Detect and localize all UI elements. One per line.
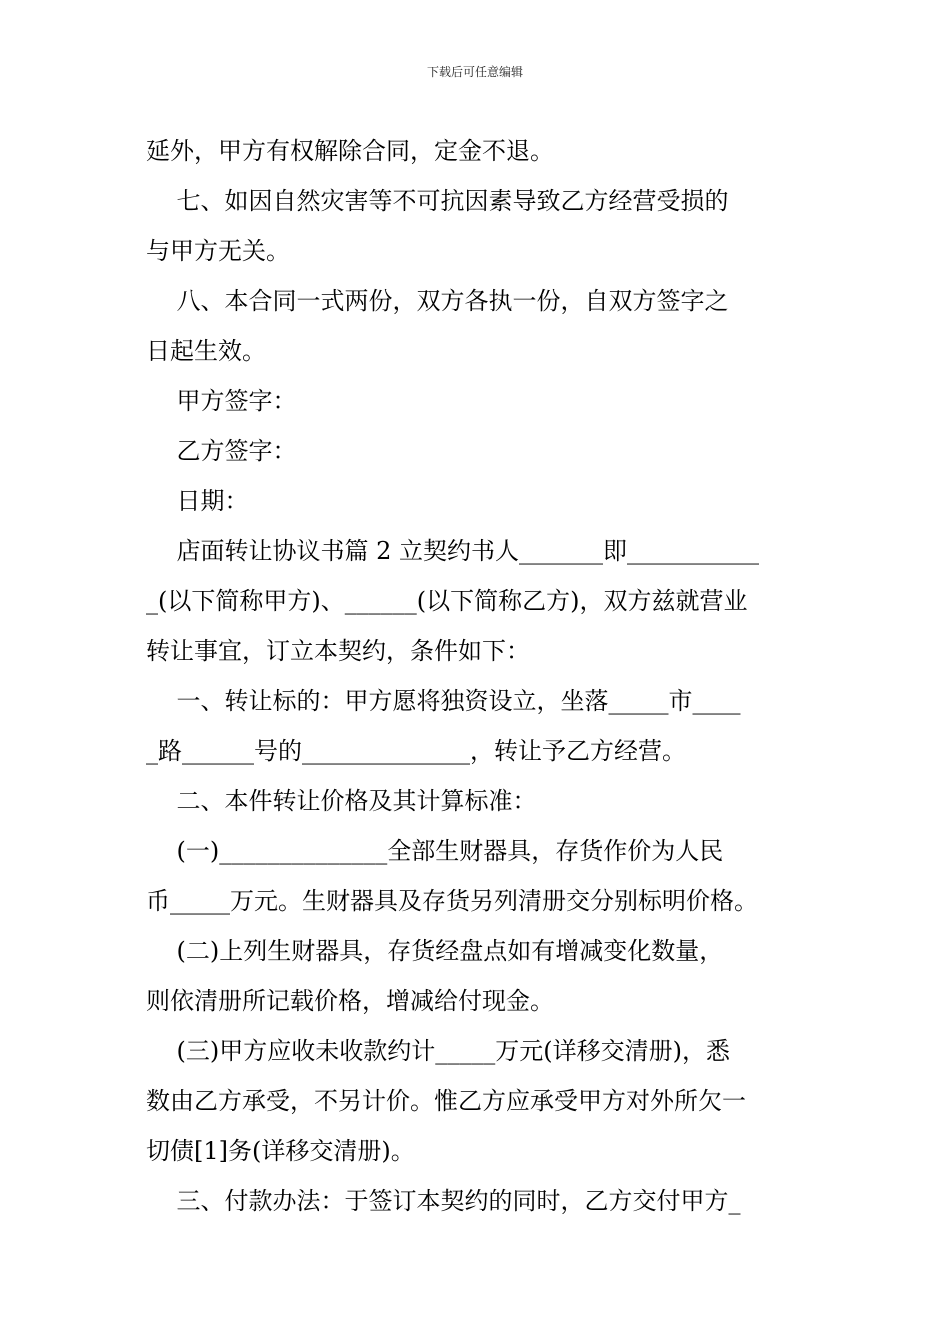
text-line: (一)______________全部生财器具，存货作价为人民 [146,837,724,865]
text-line: 日起生效。 [146,337,266,365]
text-line: 乙方签字： [146,437,297,465]
text-line: (二)上列生财器具，存货经盘点如有增减变化数量， [146,937,724,965]
text-line: 数由乙方承受，不另计价。惟乙方应承受甲方对外所欠一 [146,1087,746,1115]
text-line: 与甲方无关。 [146,237,290,265]
text-line: 二、本件转让价格及其计算标准： [146,787,537,815]
text-line: 切债[1]务(详移交清册)。 [146,1137,415,1165]
text-line: 日期： [146,487,249,515]
document-body [146,126,806,1226]
text-line: 甲方签字： [146,387,297,415]
text-line: 一、转让标的：甲方愿将独资设立，坐落_____市____ [146,687,741,715]
page-header: 下载后可任意编辑 [426,65,523,79]
text-line: 店面转让协议书篇 2 立契约书人_______即___________ [146,537,760,565]
text-line: 币_____万元。生财器具及存货另列清册交分别标明价格。 [146,887,758,915]
text-line: 三、付款办法：于签订本契约的同时，乙方交付甲方_ [146,1187,741,1215]
text-line: _路______号的______________，转让予乙方经营。 [146,737,686,765]
text-line: 则依清册所记载价格，增减给付现金。 [146,987,554,1015]
text-line: (三)甲方应收未收款约计_____万元(详移交清册)，悉 [146,1037,730,1065]
text-line: 转让事宜，订立本契约，条件如下： [146,637,530,665]
text-line: 延外，甲方有权解除合同，定金不退。 [146,137,554,165]
text-line: 八、本合同一式两份，双方各执一份，自双方签字之 [146,287,729,315]
text-line: 七、如因自然灾害等不可抗因素导致乙方经营受损的 [146,187,729,215]
text-line: _(以下简称甲方)、______(以下简称乙方)，双方兹就营业 [146,587,748,615]
